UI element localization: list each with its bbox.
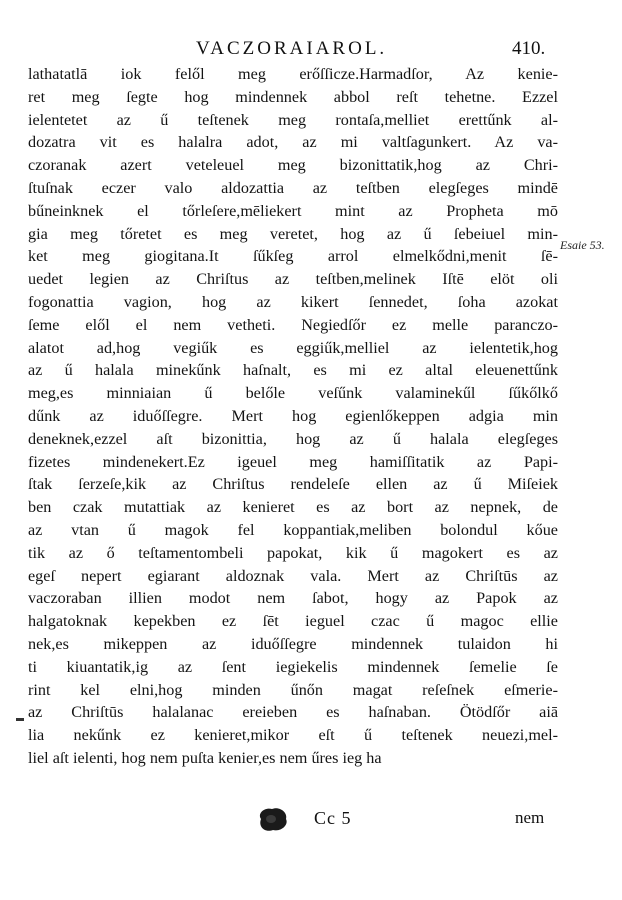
text-line: deneknek,ezzel aſt bizonittia, hog az ű halala elegſeges (28, 429, 558, 448)
text-line: ret meg ſegte hog mindennek abbol reſt tehetne. Ezzel (28, 87, 558, 106)
text-line: ſtak ſerzeſe,kik az Chriſtus rendeleſe ellen az ű Miſeiek (28, 475, 558, 494)
text-line: vaczoraban illien modot nem ſabot, hogy az Papok az (28, 589, 558, 608)
text-line: fizetes mindenekert.Ez igeuel meg hamiſſitatik az Papi- (28, 452, 558, 471)
marginal-note: Esaie 53. (560, 238, 605, 252)
text-line: ſeme elől el nem vetheti. Negiedſőr ez melle paranczo- (28, 315, 558, 334)
text-line: nek,es mikeppen az iduőſſegre mindennek tulaidon hi (28, 634, 558, 653)
text-line: dozatra vit es halalra adot, az mi valtſagunkert. Az va- (28, 133, 558, 152)
text-line: halgatoknak kepekben ez ſēt ieguel czac ű magoc ellie (28, 612, 558, 631)
text-line: alatot ad,hog vegiűk es eggiűk,melliel az ielentetik,hog (28, 338, 558, 357)
margin-mark (16, 718, 24, 721)
text-line: ſtuſnak eczer valo aldozattia az teſtben elegſeges mindē (28, 178, 558, 197)
text-line: meg,es minniaian ű belőle veſűnk valaminekűl ſűkőlkő (28, 384, 558, 403)
text-line: uedet legien az Chriſtus az teſtben,melinek Iſtē elöt oli (28, 270, 558, 289)
text-line: az vtan ű magok fel koppantiak,meliben bolondul kőue (28, 520, 558, 539)
text-line: ti kiuantatik,ig az ſent iegiekelis mindennek ſemelie ſe (28, 657, 558, 676)
text-line: liel aſt ielenti, hog nem puſta kenier,es nem űres ieg ha (28, 748, 382, 767)
text-line: ben czak mutattiak az kenieret es az bort az nepnek, de (28, 498, 558, 517)
text-line: lathatatlā iok felől meg erőſſicze.Harmadſor, Az kenie- (28, 65, 558, 83)
catchword: nem (515, 808, 545, 827)
text-line: czoranak azert veteleuel meg bizonittatik,hog az Chri- (28, 156, 558, 175)
text-line: ielentetet az ű teſtenek meg rontaſa,melliet erettűnk al- (28, 110, 558, 129)
signature-mark: Cc 5 (314, 808, 352, 828)
text-line: bűneinknek el tőrleſere,mēliekert mint az Propheta mō (28, 201, 558, 220)
page-number: 410. (512, 38, 546, 59)
running-head: VACZORAIAROL. (196, 38, 388, 59)
text-line: egeſ nepert egiarant aldoznak vala. Mert az Chriſtūs az (28, 566, 558, 585)
ink-blot-icon (255, 805, 289, 833)
text-line: rint kel elni,hog minden űnőn magat reſeſnek eſmerie- (28, 680, 558, 699)
text-line: dűnk az iduőſſegre. Mert hog egienlőkeppen adgia min (28, 406, 558, 425)
text-line: ket meg giogitana.It ſűkſeg arrol elmelkődni,menit ſē- (28, 247, 558, 266)
text-line: lia nekűnk ez kenieret,mikor eſt ű teſtenek neuezi,mel- (28, 726, 558, 745)
body-text (28, 63, 558, 770)
text-line: tik az ő teſtamentombeli papokat, kik ű magokert es az (28, 543, 558, 562)
text-line: gia meg tőretet es meg veretet, hog az ű ſebeiuel min- (28, 224, 558, 243)
text-line: fogonattia vagion, hog az kikert ſennedet, ſoha azokat (28, 292, 558, 311)
text-line: az ű halala minekűnk haſnalt, es mi ez altal eleuenettűnk (28, 361, 558, 380)
text-line: az Chriſtūs halalanac ereieben es haſnaban. Ötödſőr aiā (28, 703, 558, 722)
